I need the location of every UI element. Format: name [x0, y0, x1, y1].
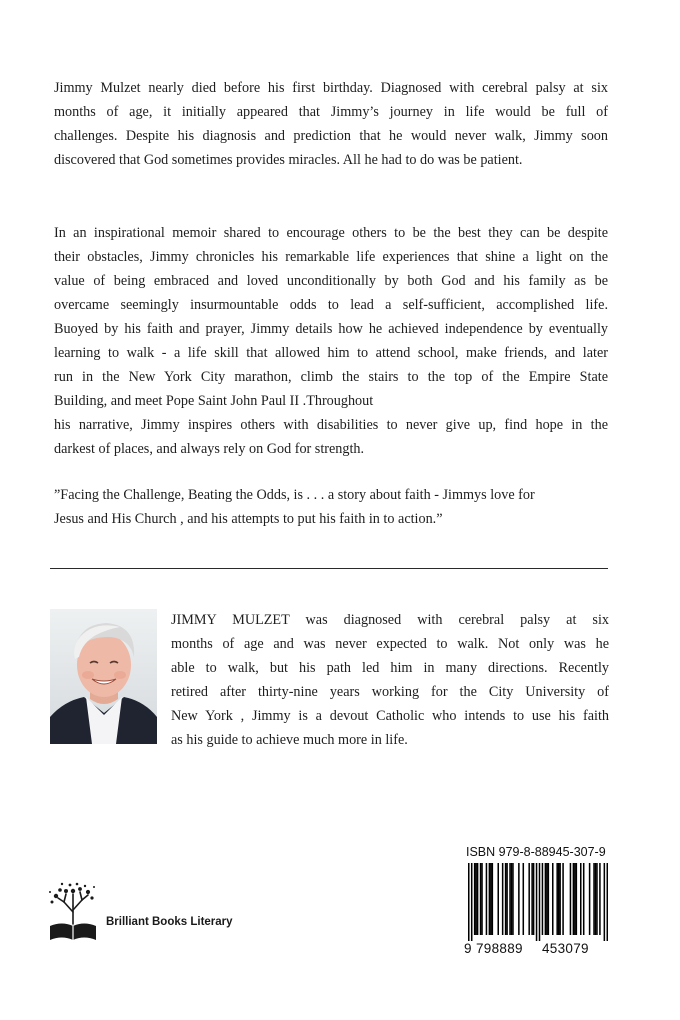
barcode-bar — [607, 863, 608, 941]
barcode-bar — [539, 863, 541, 941]
text-line: challenges. Despite his diagnosis and prediction that he would never walk, Jimmy soon — [54, 128, 608, 144]
text-line: Jimmy Mulzet nearly died before his first birthday. Diagnosed with cerebral palsy at six — [54, 80, 608, 96]
barcode-bar — [492, 863, 494, 935]
barcode-bar — [475, 863, 477, 935]
barcode-bar — [574, 863, 576, 935]
barcode-bar — [558, 863, 560, 935]
barcode-bar — [497, 863, 499, 935]
barcode-bar — [545, 863, 547, 935]
barcode-bar — [468, 863, 470, 941]
text-line: their obstacles, Jimmy chronicles his remarkable life experiences that shine a light on the — [54, 249, 608, 265]
barcode-bar — [593, 863, 595, 935]
text-line: ”Facing the Challenge, Beating the Odds, is . . . a story about faith - Jimmys love for — [54, 487, 535, 503]
barcode-digits-right: 453079 — [542, 941, 589, 956]
barcode-bar — [477, 863, 479, 935]
barcode-bar — [471, 863, 473, 941]
text-line: value of being embraced and loved unconditionally by both God and his family as be — [54, 273, 608, 289]
barcode-bar — [542, 863, 544, 935]
text-line: discovered that God sometimes provides miracles. All he had to do was be patient. — [54, 152, 523, 168]
text-line: Jesus and His Church , and his attempts to put his faith in to action.” — [54, 511, 443, 527]
barcode-bar — [533, 863, 535, 935]
isbn-barcode — [462, 845, 612, 959]
barcode-bar — [573, 863, 575, 935]
text-line: learning to walk - a life skill that allowed him to attend school, make friends, and later — [54, 345, 608, 361]
author-bio — [171, 608, 609, 752]
barcode-bar — [474, 863, 476, 935]
author-photo — [50, 609, 157, 744]
text-line: Buoyed by his faith and prayer, Jimmy details how he achieved independence by eventually — [54, 321, 608, 337]
text-line: months of age and was never expected to walk. Not only was he — [171, 636, 609, 652]
barcode-bar — [552, 863, 554, 935]
synopsis-paragraph-1 — [54, 76, 608, 172]
barcode-bar — [509, 863, 511, 935]
barcode-bar — [481, 863, 483, 935]
barcode-bar — [589, 863, 591, 935]
text-line: overcame seemingly insurmountable odds to lead a self-sufficient, accomplished life. — [54, 297, 608, 313]
barcode-digit-first: 9 — [464, 941, 472, 956]
barcode-bar — [490, 863, 492, 935]
publisher-logo — [44, 878, 264, 942]
barcode-bar — [556, 863, 558, 935]
text-line: In an inspirational memoir shared to encourage others to be the best they can be despite — [54, 225, 608, 241]
barcode-bar — [559, 863, 561, 935]
barcode-bar — [523, 863, 525, 935]
barcode-bar — [506, 863, 508, 935]
barcode-bars — [468, 863, 608, 941]
barcode-bar — [531, 863, 533, 935]
barcode-bar — [502, 863, 504, 935]
barcode-bar — [512, 863, 514, 935]
barcode-bar — [518, 863, 520, 935]
barcode-bar — [583, 863, 585, 935]
barcode-bar — [546, 863, 548, 935]
barcode-bar — [576, 863, 578, 935]
barcode-bar — [599, 863, 601, 935]
text-line: as his guide to achieve much more in life. — [171, 732, 408, 748]
text-line: his narrative, Jimmy inspires others with disabilities to never give up, find hope in the — [54, 417, 608, 433]
synopsis-paragraph-2 — [54, 221, 608, 461]
barcode-bar — [505, 863, 507, 935]
publisher-name: Brilliant Books Literary — [106, 916, 233, 928]
section-divider — [50, 568, 608, 569]
barcode-bar — [570, 863, 572, 935]
text-line: New York , Jimmy is a devout Catholic who intends to use his faith — [171, 708, 609, 724]
isbn-label: ISBN 979-8-88945-307-9 — [466, 845, 606, 859]
barcode-digits-left: 798889 — [476, 941, 523, 956]
endorsement-quote — [54, 483, 614, 531]
barcode-bar — [528, 863, 530, 935]
text-line: run in the New York City marathon, climb the stairs to the top of the Empire State — [54, 369, 608, 385]
author-portrait-icon — [50, 609, 157, 744]
barcode-bar — [511, 863, 513, 935]
barcode-bar — [480, 863, 482, 935]
barcode-bar — [596, 863, 598, 935]
text-line: JIMMY MULZET was diagnosed with cerebral palsy at six — [171, 612, 609, 628]
barcode-bar — [580, 863, 582, 935]
text-line: darkest of places, and always rely on God for strength. — [54, 441, 365, 457]
barcode-bar — [595, 863, 597, 935]
barcode-bar — [489, 863, 491, 935]
text-line: retired after thirty-nine years working for the City University of — [171, 684, 609, 700]
barcode-bar — [562, 863, 564, 935]
barcode-bar — [486, 863, 488, 935]
barcode-bar — [536, 863, 538, 941]
barcode-bar — [548, 863, 550, 935]
text-line: Building, and meet Pope Saint John Paul II .Throughout — [54, 393, 374, 409]
barcode-bar — [604, 863, 606, 941]
text-line: able to walk, but his path led him in many directions. Recently — [171, 660, 609, 676]
text-line: months of age, it initially appeared that Jimmy’s journey in life would be full of — [54, 104, 608, 120]
book-tree-icon — [44, 878, 102, 942]
